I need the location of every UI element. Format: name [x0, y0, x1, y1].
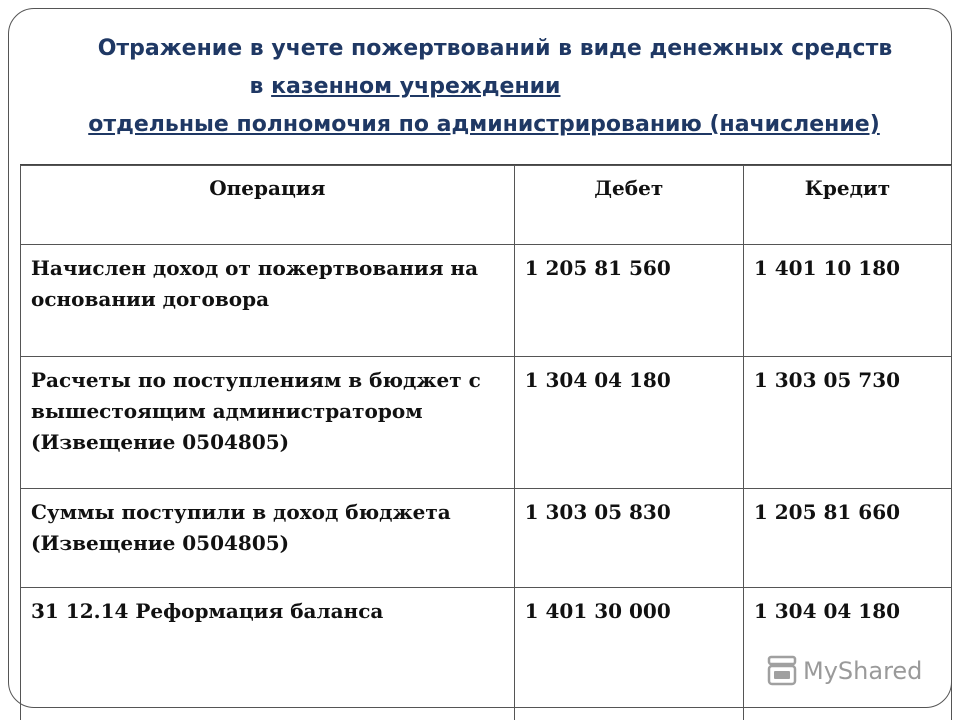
table-header-row — [21, 166, 952, 245]
title-line-2 — [0, 68, 960, 106]
slide-title — [0, 30, 960, 144]
title-line-1: Отражение в учете пожертвований в виде денежных средств — [97, 36, 893, 61]
table-row — [21, 489, 952, 588]
cell-debit: 1 303 05 830 — [514, 489, 743, 588]
title-line-2-underlined: казенном учреждении — [271, 74, 561, 99]
postings-table — [20, 165, 952, 720]
header-operation: Операция — [21, 166, 515, 245]
cell-credit: 1 401 10 180 — [743, 245, 951, 357]
cell-credit: 1 304 04 180 — [743, 588, 951, 720]
cell-operation: 31 12.14 Реформация баланса — [21, 588, 515, 720]
cell-debit: 1 205 81 560 — [514, 245, 743, 357]
cell-debit: 1 304 04 180 — [514, 357, 743, 489]
myshared-watermark — [765, 654, 922, 688]
header-credit: Кредит — [743, 166, 951, 245]
cell-credit: 1 303 05 730 — [743, 357, 951, 489]
title-line-3: отдельные полномочия по администрированию (начисление) — [88, 112, 880, 137]
cell-operation: Расчеты по поступлениям в бюджет с вышестоящим администратором (Извещение 0504805) — [21, 357, 515, 489]
postings-table-wrap — [20, 165, 952, 720]
watermark-text: MyShared — [803, 657, 923, 685]
table-row — [21, 245, 952, 357]
myshared-icon — [765, 654, 799, 688]
title-line-2-prefix: в — [249, 74, 272, 99]
cell-operation: Суммы поступили в доход бюджета (Извещение 0504805) — [21, 489, 515, 588]
header-debit: Дебет — [514, 166, 743, 245]
cell-operation: Начислен доход от пожертвования на основании договора — [21, 245, 515, 357]
cell-credit: 1 205 81 660 — [743, 489, 951, 588]
cell-debit: 1 401 30 000 — [514, 588, 743, 720]
table-row — [21, 357, 952, 489]
